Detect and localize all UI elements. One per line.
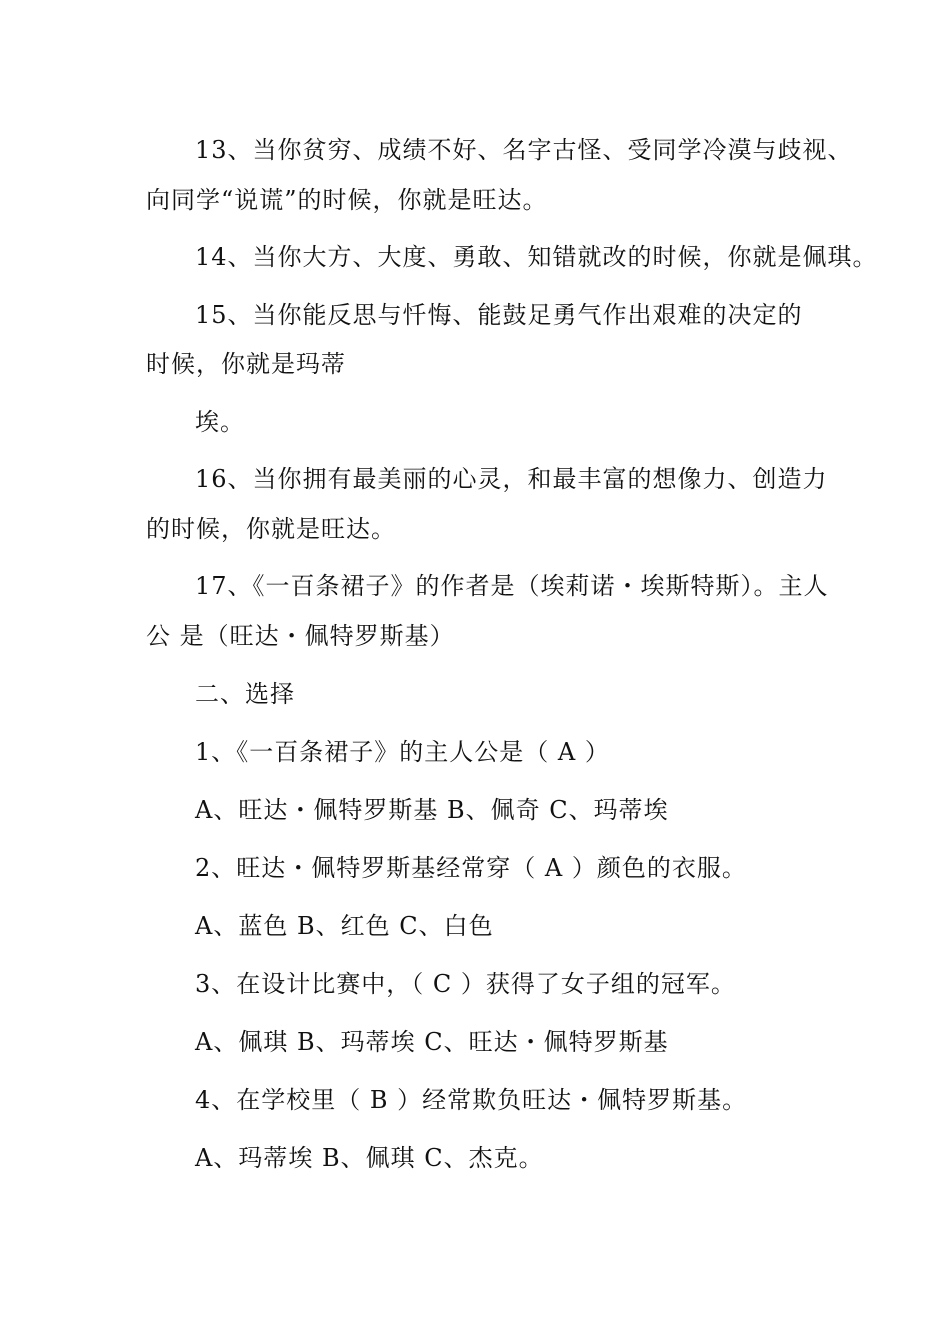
question-line: 1、《一百条裙子》的主人公是（ A ） bbox=[195, 738, 610, 766]
question-line: 3、在设计比赛中，（ C ）获得了女子组的冠军。 bbox=[195, 970, 736, 998]
options-line: A、玛蒂埃 B、佩琪 C、杰克。 bbox=[195, 1144, 544, 1172]
text-line: 公 是（旺达・佩特罗斯基） bbox=[146, 622, 455, 650]
text-line: 时候，你就是玛蒂 bbox=[146, 350, 346, 378]
options-line: A、佩琪 B、玛蒂埃 C、旺达・佩特罗斯基 bbox=[195, 1028, 669, 1056]
text-line: 向同学“说谎”的时候，你就是旺达。 bbox=[146, 186, 548, 214]
text-line: 14、当你大方、大度、勇敢、知错就改的时候，你就是佩琪。 bbox=[195, 243, 878, 271]
text-line: 17、《一百条裙子》的作者是（埃莉诺・埃斯特斯）。主人 bbox=[195, 572, 829, 600]
question-line: 4、在学校里（ B ）经常欺负旺达・佩特罗斯基。 bbox=[195, 1086, 748, 1114]
section-heading: 二、选择 bbox=[195, 680, 295, 708]
text-line: 15、当你能反思与忏悔、能鼓足勇气作出艰难的决定的 bbox=[195, 301, 803, 329]
text-line: 16、当你拥有最美丽的心灵，和最丰富的想像力、创造力 bbox=[195, 465, 828, 493]
question-line: 2、旺达・佩特罗斯基经常穿（ A ）颜色的衣服。 bbox=[195, 854, 747, 882]
text-line: 的时候，你就是旺达。 bbox=[146, 515, 396, 543]
options-line: A、旺达・佩特罗斯基 B、佩奇 C、玛蒂埃 bbox=[195, 796, 669, 824]
options-line: A、蓝色 B、红色 C、白色 bbox=[195, 912, 494, 940]
text-line: 13、当你贫穷、成绩不好、名字古怪、受同学冷漠与歧视、 bbox=[195, 136, 853, 164]
text-line: 埃。 bbox=[195, 408, 245, 436]
